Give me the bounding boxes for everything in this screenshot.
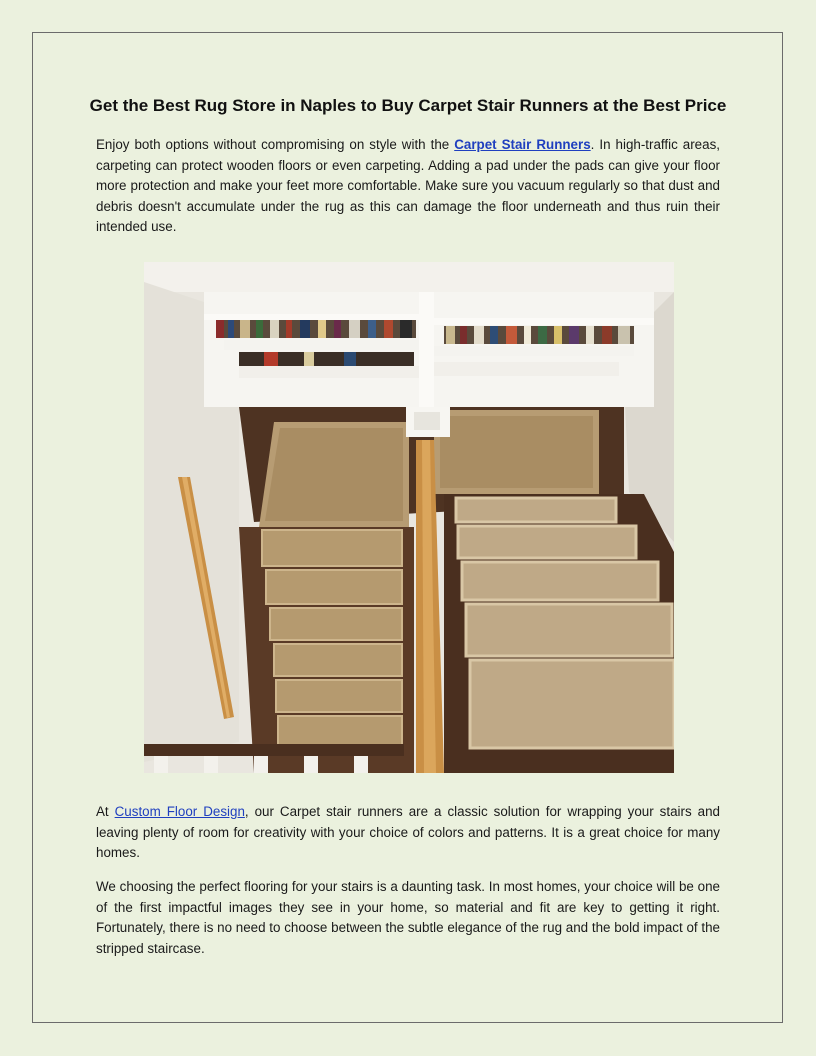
stair-runner-photo: [144, 262, 674, 773]
paragraph-choosing-flooring: We choosing the perfect flooring for your stairs is a daunting task. In most homes, your choice will be one of the first impactful images they see in your home, so material and fit are key to getting it right. Fortunately, there is no need to choose between the subtle elegance of the rug and the bold impact of the stripped staircase.: [96, 879, 720, 956]
page-title: Get the Best Rug Store in Naples to Buy Carpet Stair Runners at the Best Price: [89, 96, 727, 115]
carpet-stair-runners-link[interactable]: Carpet Stair Runners: [454, 137, 591, 152]
paragraph-intro-text-before: Enjoy both options without compromising on style with the: [96, 137, 455, 152]
paragraph-intro-text-after: . In high-traffic areas, carpeting can protect wooden floors or even carpeting. Adding a pad under the pads can give your floor more protection and make your feet more comfortable. Make sure you vacuum regularly so that dust and debris doesn't accumulate under the rug as this can damage the floor underneath and thus ruin their intended use.: [96, 137, 720, 235]
paragraph-custom-floor-design: [96, 802, 720, 864]
paragraph-custom-floor-design-text-before: At: [96, 804, 115, 819]
paragraph-custom-floor-design-text-after: , our Carpet stair runners are a classic solution for wrapping your stairs and leaving plenty of room for creativity with your choice of colors and patterns. It is a great choice for many homes.: [96, 804, 720, 861]
custom-floor-design-link[interactable]: Custom Floor Design: [114, 804, 245, 819]
paragraph-intro: [96, 135, 720, 238]
